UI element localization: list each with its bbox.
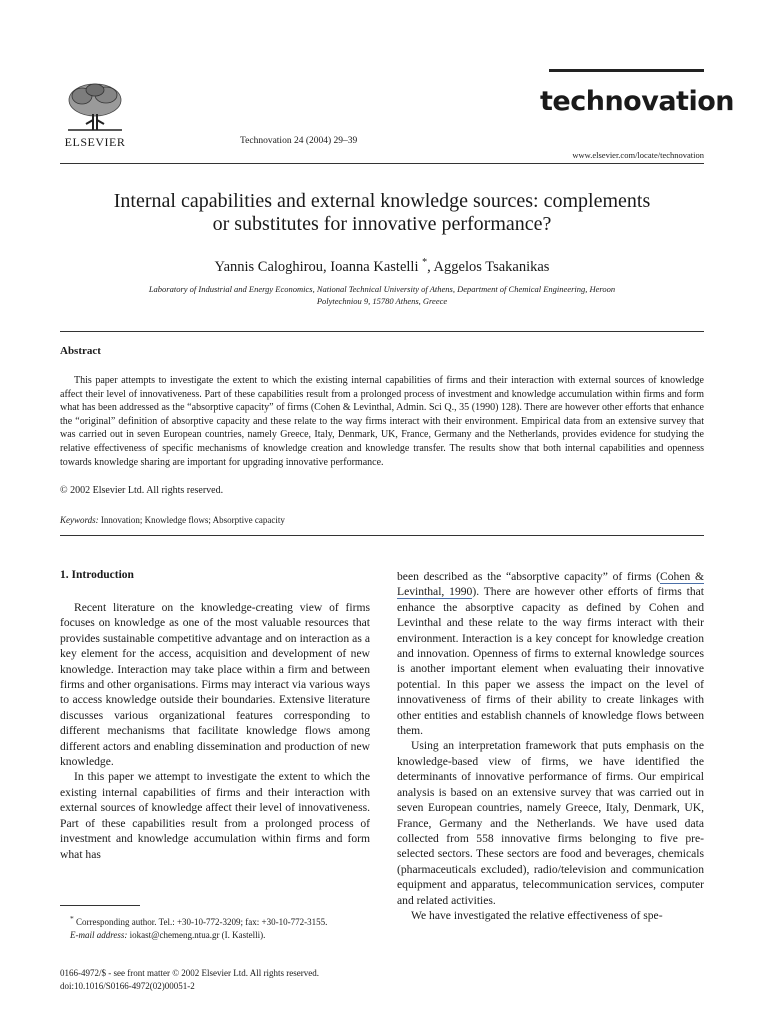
footnote <box>60 913 370 941</box>
email-address[interactable]: iokast@chemeng.ntua.gr (I. Kastelli). <box>127 929 266 940</box>
email-note <box>60 929 370 942</box>
publisher-logo <box>60 80 130 150</box>
issn-doi <box>60 967 400 992</box>
keywords-rule <box>60 535 704 536</box>
doi-line[interactable]: doi:10.1016/S0166-4972(02)00051-2 <box>60 980 195 991</box>
journal-url[interactable]: www.elsevier.com/locate/technovation <box>572 150 704 160</box>
journal-reference: Technovation 24 (2004) 29–39 <box>240 136 358 146</box>
footnote-marker: * <box>70 914 74 923</box>
journal-top-rule <box>549 69 704 72</box>
paragraph-text: been described as the “absorptive capacity” of firms ( <box>397 570 660 583</box>
footnote-rule <box>60 905 140 906</box>
affiliation <box>70 283 694 307</box>
elsevier-tree-logo-icon <box>60 80 130 132</box>
header-rule <box>60 163 704 164</box>
body-paragraph: Using an interpretation framework that puts emphasis on the knowledge-based view of firms, we have identified the determinants of innovative performance of firms. Our empirical analysis is based on an extensive survey that was carried out in seven European countries, namely Greece, Italy, Denmark, UK, France, Germany and the Netherlands. We have used data collected from 558 innovative firms belonging to five pre-selected sectors. These sectors are food and beverages, chemicals (pharmaceuticals excluded), radio/television and communication equipment and apparatus, telecommunication services, computer and related activities. <box>397 739 704 907</box>
citation-link[interactable]: Cohen & Levinthal, 1990 <box>397 570 704 599</box>
body-paragraph <box>397 569 704 738</box>
abstract-copyright: © 2002 Elsevier Ltd. All rights reserved. <box>60 485 224 496</box>
author-list <box>60 257 704 276</box>
publisher-name: ELSEVIER <box>64 135 126 149</box>
email-label: E-mail address: <box>70 929 128 940</box>
affiliation-line-1: Laboratory of Industrial and Energy Economics, National Technical University of Athens, Department of Chemical Engineering, Heroon <box>148 284 616 294</box>
abstract-text: This paper attempts to investigate the extent to which the existing internal capabilities of firms and their interaction with external sources of knowledge affect their level of innovativeness. Part of these capabilities result from a prolonged process of investment and knowledge accumulation within firms and form what has been addressed as the “absorptive capacity” of firms (Cohen & Levinthal, Admin. Sci Q., 35 (1990) 128). There are however other efforts that enhance the “original” definition of absorptive capacity and these relate to the way firms interact with their environment. Empirical data from an extensive survey that was carried out in seven European countries, namely Greece, Italy, Denmark, UK, France, Germany and the Netherlands, provides evidence for studying the relative effectiveness of specific mechanisms of knowledge creation and knowledge transfer. The results show that both internal capabilities and openness towards knowledge sharing are important for upgrading innovative performance. <box>60 375 704 468</box>
title-line-1: Internal capabilities and external knowledge sources: complements <box>113 190 651 212</box>
corresponding-author-text: Corresponding author. Tel.: +30-10-772-3209; fax: +30-10-772-3155. <box>73 917 328 927</box>
body-paragraph: Recent literature on the knowledge-creating view of firms focuses on knowledge as one of the most valuable resources that provides sustainable competitive advantage and on interaction as a key element for the access, acquisition and development of new knowledge. Interaction may take place within a firm and between firms and other organisations. Firms may interact via various ways to access knowledge outside their boundaries. Extensive literature discusses various organizational features corresponding to different mechanisms that facilitate knowledge flows among different actors and enabling dissemination and production of new knowledge. <box>60 601 370 769</box>
article-title <box>60 190 704 236</box>
section-heading: 1. Introduction <box>60 569 134 581</box>
authors-part-1: Yannis Caloghirou, Ioanna Kastelli <box>214 258 419 275</box>
affiliation-line-2: Polytechniou 9, 15780 Athens, Greece <box>316 296 448 306</box>
title-line-2: or substitutes for innovative performance? <box>212 213 552 235</box>
corresponding-author-marker[interactable]: * <box>422 257 428 268</box>
keywords <box>60 515 704 525</box>
authors-part-2: , Aggelos Tsakanikas <box>427 258 550 275</box>
left-column <box>60 600 370 862</box>
abstract-top-rule <box>60 331 704 332</box>
issn-line: 0166-4972/$ - see front matter © 2002 Elsevier Ltd. All rights reserved. <box>60 968 320 978</box>
keywords-label: Keywords: <box>60 515 99 525</box>
abstract-heading: Abstract <box>60 345 101 357</box>
body-paragraph: We have investigated the relative effectiveness of spe- <box>411 908 663 922</box>
body-paragraph: In this paper we attempt to investigate the extent to which the existing internal capabilities of firms and their interaction with external sources of knowledge affect their level of innovativeness. Part of these capabilities result from a prolonged process of investment and knowledge accumulation within firms and form what has <box>60 770 370 861</box>
corresponding-author-note <box>60 913 370 929</box>
keywords-text: Innovation; Knowledge flows; Absorptive capacity <box>98 515 285 525</box>
paragraph-text: ). There are however other efforts of firms that enhance the absorptive capacity as defined by Cohen and Levinthal and these relate to the way firms interact with their environment. Interaction is a key concept for knowledge creation and innovation. Openness of firms to external knowledge sources is another important element when evaluating their innovative potential. In this paper we assess the impact on the level of innovativeness of firms of their ability to create linkages with other entities and establish channels of knowledge flows between them. <box>397 585 704 738</box>
right-column <box>397 569 704 923</box>
journal-name: technovation <box>540 86 734 117</box>
